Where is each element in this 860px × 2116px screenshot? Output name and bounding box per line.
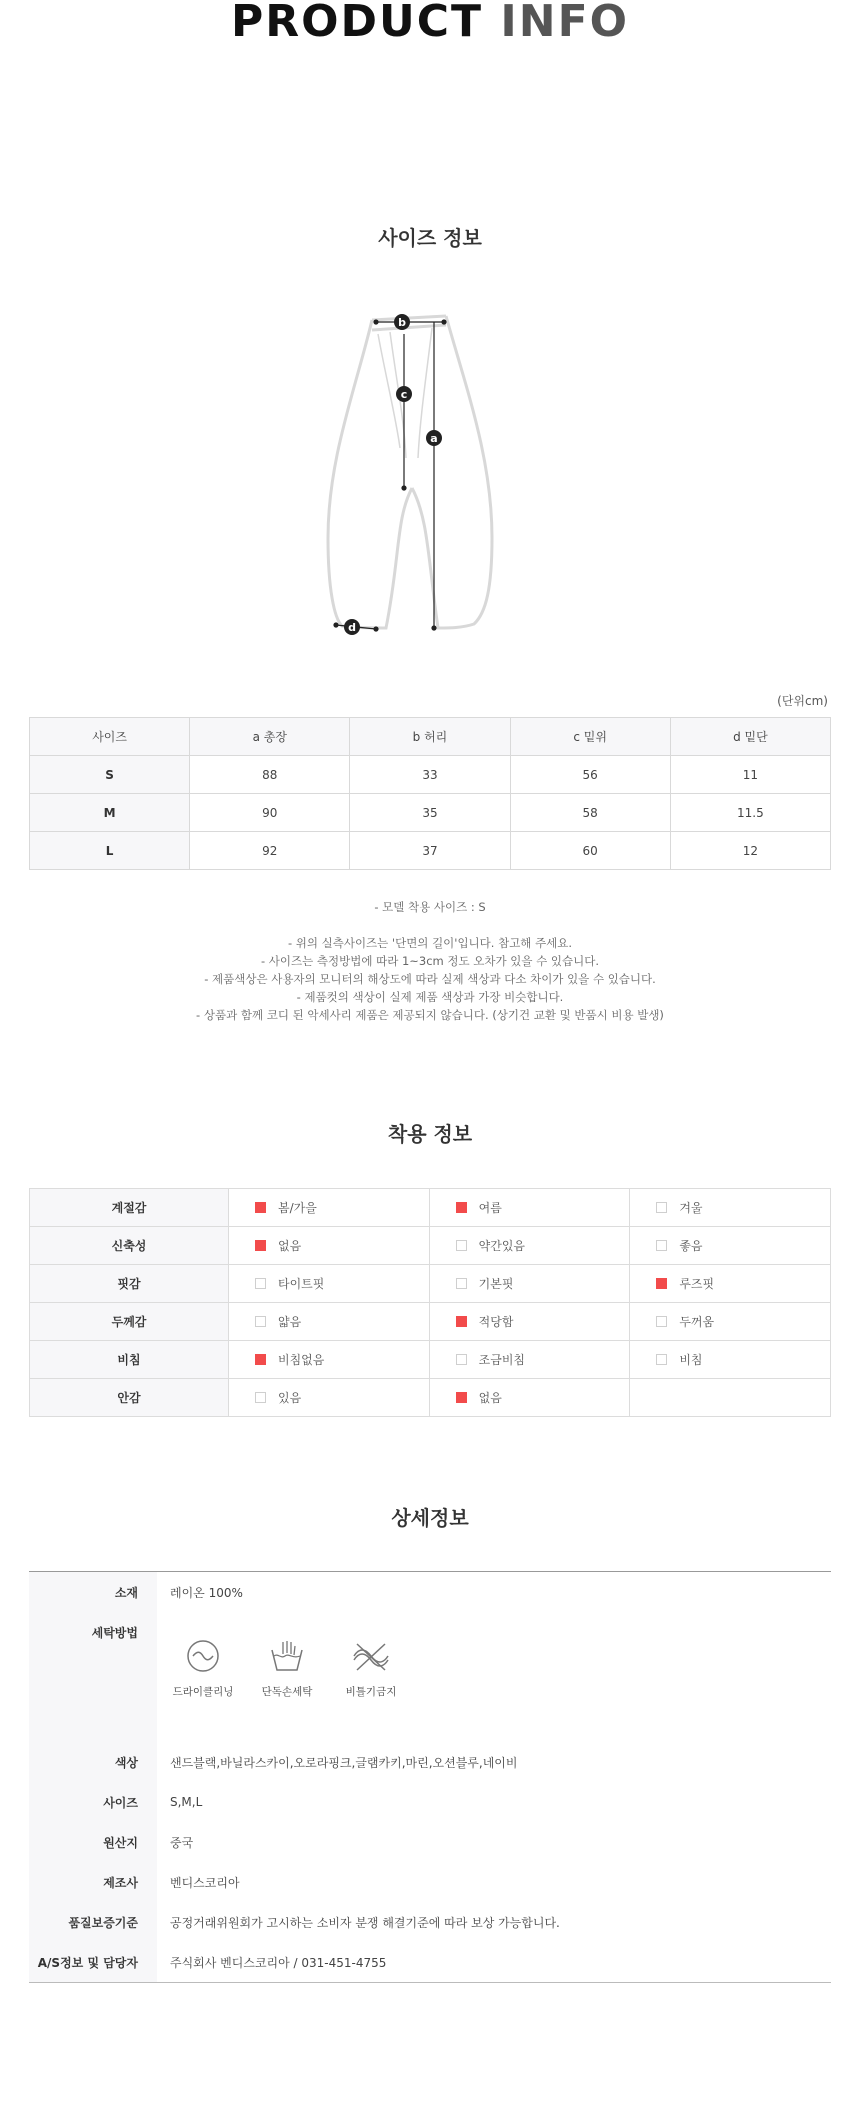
- detail-section-title: 상세정보: [391, 1506, 469, 1530]
- wash-item-label: 단독손세탁: [261, 1686, 313, 1698]
- diagram-label-a: [426, 430, 442, 446]
- note-line: - 사이즈는 측정방법에 따라 1~3cm 정도 오차가 있을 수 있습니다.: [260, 954, 599, 968]
- check-box: [255, 1240, 266, 1251]
- title-light: INFO: [500, 0, 630, 47]
- fit-option: 루즈핏: [630, 1265, 831, 1303]
- check-box: [255, 1202, 266, 1213]
- dry-clean-icon: [185, 1638, 221, 1674]
- table-cell: 11: [670, 756, 830, 794]
- diagram-label-c: [396, 386, 412, 402]
- detail-row-origin: [29, 1822, 831, 1862]
- fit-table: [29, 1188, 831, 1417]
- detail-row-material: [29, 1572, 831, 1613]
- fit-option: 얇음: [229, 1303, 430, 1341]
- check-box: [456, 1354, 467, 1365]
- fit-option-empty: [630, 1379, 831, 1417]
- detail-value: 주식회사 벤디스코리아 / 031-451-4755: [170, 1955, 387, 1970]
- wash-item: [170, 1638, 236, 1699]
- fit-option: 여름: [429, 1189, 630, 1227]
- fit-option: 좋음: [630, 1227, 831, 1265]
- size-notes: [0, 898, 860, 1024]
- check-box: [656, 1316, 667, 1327]
- fit-row: [30, 1379, 831, 1417]
- table-row: [30, 832, 831, 870]
- fit-row: [30, 1227, 831, 1265]
- detail-label: 제조사: [29, 1862, 157, 1902]
- detail-label: 사이즈: [29, 1782, 157, 1822]
- wash-item-label: 비틀기금지: [345, 1686, 397, 1698]
- table-cell: 90: [190, 794, 350, 832]
- check-box: [656, 1354, 667, 1365]
- header-cell: 사이즈: [30, 718, 190, 756]
- fit-row: [30, 1265, 831, 1303]
- svg-text:c: c: [400, 388, 408, 401]
- fit-row-label: 두께감: [30, 1303, 229, 1341]
- detail-value: S,M,L: [170, 1795, 203, 1809]
- size-cell: S: [30, 756, 190, 794]
- diagram-label-d: [344, 619, 360, 635]
- note-line: - 위의 실측사이즈는 '단면의 길이'입니다. 참고해 주세요.: [287, 936, 573, 950]
- fit-option: 봄/가을: [229, 1189, 430, 1227]
- detail-value: 중국: [170, 1835, 194, 1850]
- fit-row-label: 안감: [30, 1379, 229, 1417]
- unit-note: (단위cm): [777, 694, 828, 708]
- fit-option: 비침없음: [229, 1341, 430, 1379]
- fit-option: 있음: [229, 1379, 430, 1417]
- diagram-label-b: [394, 314, 410, 330]
- header-cell: a 총장: [190, 718, 350, 756]
- detail-table: [29, 1571, 831, 1983]
- fit-row: [30, 1189, 831, 1227]
- check-box: [656, 1202, 667, 1213]
- table-cell: 92: [190, 832, 350, 870]
- hand-wash-icon: [269, 1638, 305, 1674]
- model-size-note: - 모델 착용 사이즈 : S: [374, 900, 486, 914]
- table-row: [30, 756, 831, 794]
- check-box: [656, 1278, 667, 1289]
- detail-row-color: [29, 1742, 831, 1782]
- detail-label: 소재: [29, 1572, 157, 1613]
- table-row: [30, 794, 831, 832]
- check-box: [456, 1316, 467, 1327]
- detail-label: 원산지: [29, 1822, 157, 1862]
- check-box: [255, 1354, 266, 1365]
- table-cell: 58: [510, 794, 670, 832]
- table-cell: 12: [670, 832, 830, 870]
- fit-row: [30, 1341, 831, 1379]
- detail-value: 샌드블랙,바닐라스카이,오로라핑크,글램카키,마린,오션블루,네이비: [170, 1755, 518, 1770]
- check-box: [656, 1240, 667, 1251]
- table-cell: 37: [350, 832, 510, 870]
- note-line: - 제품색상은 사용자의 모니터의 해상도에 따라 실제 색상과 다소 차이가 있을 수 있습니다.: [204, 972, 656, 986]
- fit-option: 두꺼움: [630, 1303, 831, 1341]
- detail-row-wash: [29, 1612, 831, 1742]
- fit-option: 약간있음: [429, 1227, 630, 1265]
- size-table-header: [30, 718, 831, 756]
- wash-item-label: 드라이클리닝: [172, 1686, 234, 1698]
- check-box: [255, 1392, 266, 1403]
- header-cell: b 허리: [350, 718, 510, 756]
- detail-label: 세탁방법: [29, 1612, 157, 1742]
- wash-item: [338, 1638, 404, 1699]
- table-cell: 35: [350, 794, 510, 832]
- detail-value: 레이온 100%: [170, 1585, 243, 1600]
- fit-option: 타이트핏: [229, 1265, 430, 1303]
- detail-row-as: [29, 1942, 831, 1983]
- svg-text:a: a: [430, 432, 438, 445]
- fit-row-label: 핏감: [30, 1265, 229, 1303]
- fit-option: 없음: [229, 1227, 430, 1265]
- table-cell: 88: [190, 756, 350, 794]
- size-section-title: 사이즈 정보: [378, 226, 482, 250]
- check-box: [456, 1202, 467, 1213]
- wash-item: [254, 1638, 320, 1699]
- fit-row-label: 신축성: [30, 1227, 229, 1265]
- fit-option: 조금비침: [429, 1341, 630, 1379]
- pants-size-diagram: [316, 298, 556, 643]
- fit-row-label: 계절감: [30, 1189, 229, 1227]
- note-line: - 제품컷의 색상이 실제 제품 색상과 가장 비슷합니다.: [296, 990, 564, 1004]
- detail-value: 벤디스코리아: [170, 1875, 240, 1890]
- fit-option: 겨울: [630, 1189, 831, 1227]
- detail-row-size: [29, 1782, 831, 1822]
- detail-value: 공정거래위원회가 고시하는 소비자 분쟁 해결기준에 따라 보상 가능합니다.: [170, 1915, 560, 1930]
- header-cell: c 밑위: [510, 718, 670, 756]
- table-cell: 60: [510, 832, 670, 870]
- check-box: [456, 1278, 467, 1289]
- title-bold: PRODUCT: [230, 0, 484, 47]
- fit-option: 적당함: [429, 1303, 630, 1341]
- check-box: [456, 1392, 467, 1403]
- fit-row: [30, 1303, 831, 1341]
- no-bleach-icon: [351, 1638, 391, 1674]
- detail-label: 품질보증기준: [29, 1902, 157, 1942]
- fit-option: 기본핏: [429, 1265, 630, 1303]
- table-cell: 56: [510, 756, 670, 794]
- page-title: [0, 0, 860, 47]
- header-cell: d 밑단: [670, 718, 830, 756]
- fit-section-title: 착용 정보: [387, 1122, 473, 1146]
- note-line: - 상품과 함께 코디 된 악세사리 제품은 제공되지 않습니다. (상기건 교환 및 반품시 비용 발생): [196, 1008, 664, 1022]
- size-cell: L: [30, 832, 190, 870]
- detail-label: 색상: [29, 1742, 157, 1782]
- svg-text:b: b: [398, 316, 406, 329]
- fit-option: 없음: [429, 1379, 630, 1417]
- wash-icons: [157, 1612, 831, 1742]
- fit-row-label: 비침: [30, 1341, 229, 1379]
- table-cell: 33: [350, 756, 510, 794]
- detail-row-quality: [29, 1902, 831, 1942]
- check-box: [456, 1240, 467, 1251]
- detail-row-maker: [29, 1862, 831, 1902]
- detail-label: A/S정보 및 담당자: [29, 1942, 157, 1983]
- size-cell: M: [30, 794, 190, 832]
- check-box: [255, 1316, 266, 1327]
- size-table: [29, 717, 831, 870]
- fit-option: 비침: [630, 1341, 831, 1379]
- svg-text:d: d: [348, 621, 356, 634]
- table-cell: 11.5: [670, 794, 830, 832]
- check-box: [255, 1278, 266, 1289]
